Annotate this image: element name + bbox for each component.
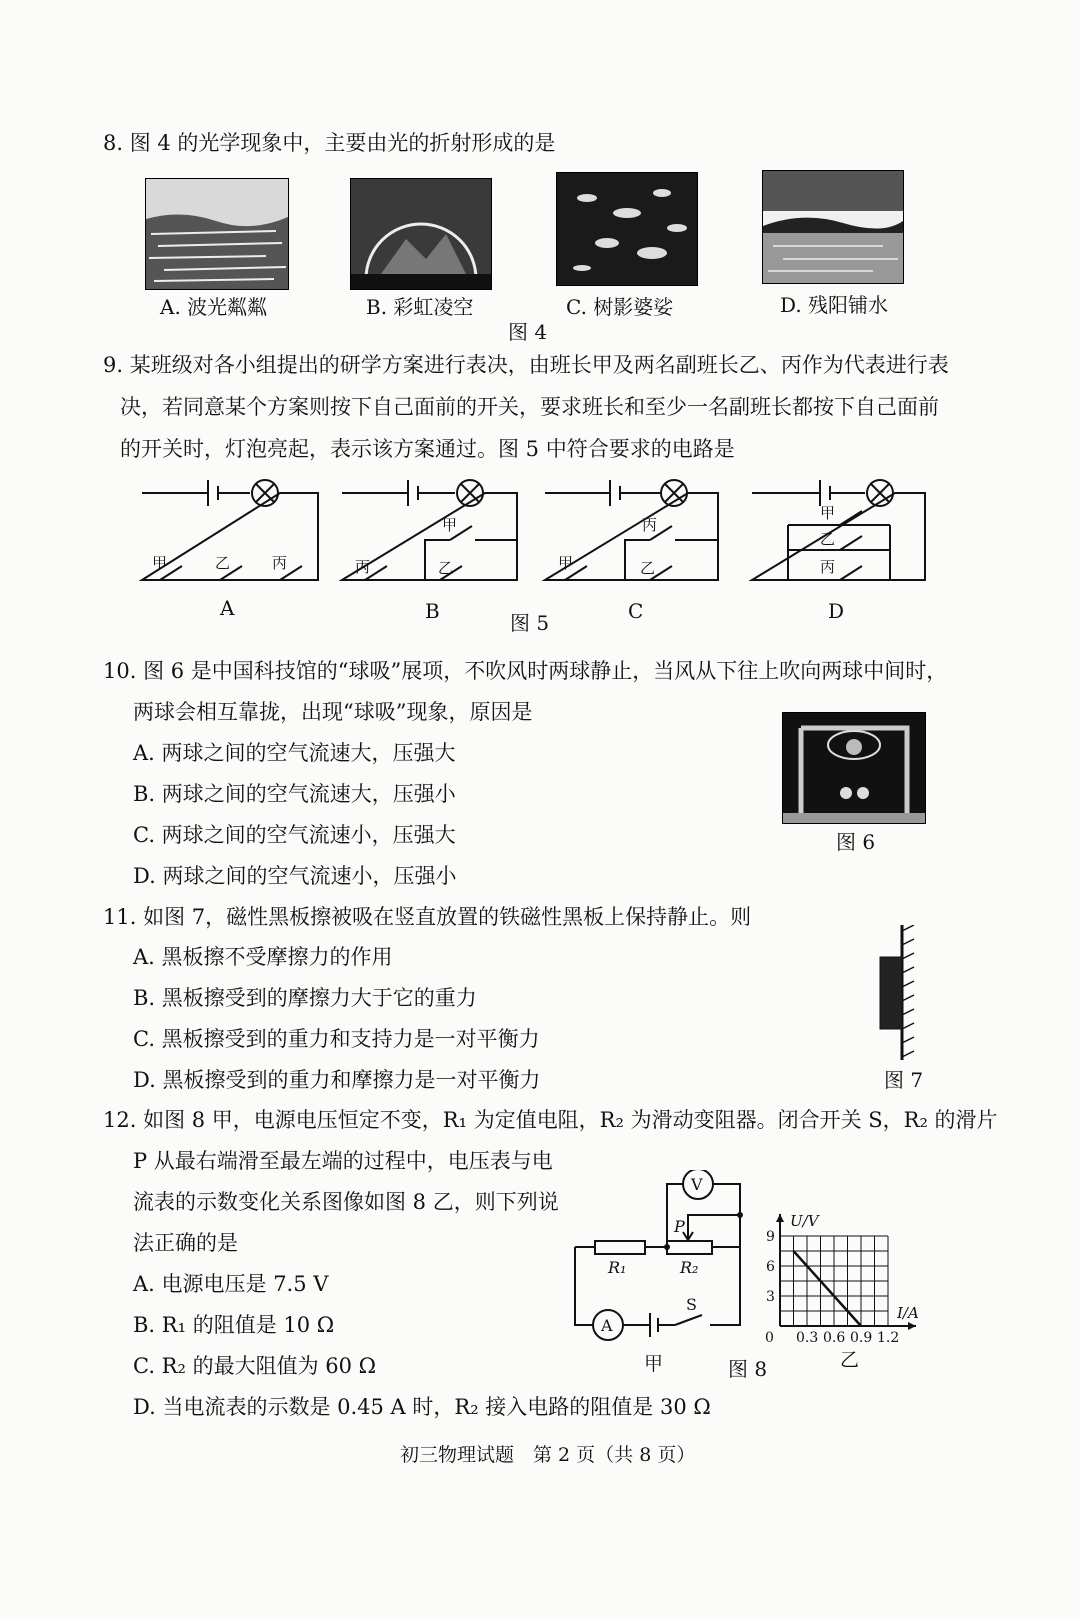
c-switch-yi: 乙 xyxy=(640,559,656,577)
a-switch-yi: 乙 xyxy=(215,554,231,572)
circuit-d-label: D xyxy=(828,599,845,623)
q11-option-a: A. 黑板擦不受摩擦力的作用 xyxy=(133,945,393,969)
d-switch-yi: 乙 xyxy=(820,530,836,548)
q8-text: 8. 图 4 的光学现象中，主要由光的折射形成的是 xyxy=(103,131,556,155)
d-switch-jia: 甲 xyxy=(820,504,836,522)
series-line xyxy=(794,1251,862,1326)
q12-option-d: D. 当电流表的示数是 0.45 A 时，R₂ 接入电路的阻值是 30 Ω xyxy=(133,1395,711,1419)
y-tick-label: 9 xyxy=(766,1229,775,1245)
x-axis-label: I/A xyxy=(897,1304,919,1322)
photo-tree-shadow xyxy=(556,172,698,286)
x-tick-label: 0.9 xyxy=(850,1330,873,1346)
origin-label: 0 xyxy=(765,1330,774,1346)
y-axis-label: U/V xyxy=(790,1212,819,1230)
q12-option-a: A. 电源电压是 7.5 V xyxy=(133,1272,329,1296)
a-switch-jia: 甲 xyxy=(152,554,168,572)
photo-ball-suction xyxy=(782,712,926,824)
x-tick-label: 0.3 xyxy=(796,1330,819,1346)
q11-option-c: C. 黑板擦受到的重力和支持力是一对平衡力 xyxy=(133,1027,540,1051)
rainbow-image xyxy=(351,179,491,289)
figure-5-circuits xyxy=(120,470,960,640)
q8-option-b: B. 彩虹凌空 xyxy=(366,295,474,319)
circuit-c-label: C xyxy=(628,599,644,623)
photo-ripples xyxy=(145,178,289,290)
q11-option-d: D. 黑板擦受到的重力和摩擦力是一对平衡力 xyxy=(133,1068,541,1092)
q12-line-1: 12. 如图 8 甲，电源电压恒定不变，R₁ 为定值电阻，R₂ 为滑动变阻器。闭合开关 S，R₂ 的滑片 xyxy=(103,1108,998,1132)
figure-6-caption: 图 6 xyxy=(836,830,876,854)
photo-rainbow xyxy=(350,178,492,290)
y-tick-label: 3 xyxy=(766,1289,775,1305)
q9-line-1: 9. 某班级对各小组提出的研学方案进行表决，由班长甲及两名副班长乙、丙作为代表进行表 xyxy=(103,353,949,377)
b-switch-jia: 甲 xyxy=(442,516,458,534)
graph-series xyxy=(794,1251,862,1326)
figure-8-caption: 图 8 xyxy=(728,1357,768,1381)
q12-line-2: P 从最右端滑至最左端的过程中，电压表与电 xyxy=(133,1149,553,1173)
c-switch-jia: 甲 xyxy=(558,554,574,572)
figure-8-circuit xyxy=(570,1170,770,1380)
r2-label: R₂ xyxy=(680,1258,699,1277)
q12-option-b: B. R₁ 的阻值是 10 Ω xyxy=(133,1313,335,1337)
q11-option-b: B. 黑板擦受到的摩擦力大于它的重力 xyxy=(133,986,477,1010)
q8-option-c: C. 树影婆娑 xyxy=(566,295,674,319)
b-switch-bing: 丙 xyxy=(355,558,371,576)
y-axis-arrow xyxy=(776,1214,784,1222)
circuit-jia-label: 甲 xyxy=(644,1353,664,1375)
q10-option-d: D. 两球之间的空气流速小，压强小 xyxy=(133,864,457,888)
q8-option-d: D. 残阳铺水 xyxy=(780,293,889,317)
figure-5-caption: 图 5 xyxy=(510,611,550,635)
page-footer: 初三物理试题 第 2 页（共 8 页） xyxy=(400,1444,696,1466)
q8-option-a: A. 波光粼粼 xyxy=(160,295,268,319)
ripples-image xyxy=(146,179,288,289)
graph-yi-label: 乙 xyxy=(840,1349,860,1371)
d-switch-bing: 丙 xyxy=(820,558,836,576)
c-switch-bing: 丙 xyxy=(642,516,658,534)
q10-option-b: B. 两球之间的空气流速大，压强小 xyxy=(133,782,456,806)
q10-line-1: 10. 图 6 是中国科技馆的“球吸”展项，不吹风时两球静止，当风从下往上吹向两球中间时， xyxy=(103,659,948,683)
r1-label: R₁ xyxy=(608,1258,627,1277)
graph-grid xyxy=(780,1236,888,1326)
slider-label: P xyxy=(674,1217,685,1236)
graph-ticks xyxy=(766,1229,899,1346)
q9-line-3: 的开关时，灯泡亮起，表示该方案通过。图 5 中符合要求的电路是 xyxy=(120,437,735,461)
ammeter-label: A xyxy=(601,1316,613,1335)
y-tick-label: 6 xyxy=(766,1259,775,1275)
figure-7-caption: 图 7 xyxy=(884,1068,924,1092)
q12-option-c: C. R₂ 的最大阻值为 60 Ω xyxy=(133,1354,377,1378)
figure-4-caption: 图 4 xyxy=(508,320,548,344)
ball-suction-image xyxy=(783,713,925,823)
q10-line-2: 两球会相互靠拢，出现“球吸”现象，原因是 xyxy=(133,700,533,724)
switch-label: S xyxy=(686,1295,697,1314)
x-tick-label: 0.6 xyxy=(823,1330,846,1346)
q12-line-4: 法正确的是 xyxy=(133,1231,238,1255)
sunset-water-image xyxy=(763,171,903,283)
graph-axes xyxy=(776,1214,916,1330)
circuit-a-label: A xyxy=(220,596,235,620)
figure-7-blackboard-eraser xyxy=(870,925,920,1063)
q10-option-a: A. 两球之间的空气流速大，压强大 xyxy=(133,741,456,765)
q12-line-3: 流表的示数变化关系图像如图 8 乙，则下列说 xyxy=(133,1190,559,1214)
b-switch-yi: 乙 xyxy=(438,559,454,577)
circuit-b-label: B xyxy=(425,599,440,623)
x-axis-arrow xyxy=(908,1322,916,1330)
figure-8-graph xyxy=(760,1208,930,1378)
x-tick-label: 1.2 xyxy=(877,1330,900,1346)
a-switch-bing: 丙 xyxy=(272,554,288,572)
q10-option-c: C. 两球之间的空气流速小，压强大 xyxy=(133,823,456,847)
voltmeter-label: V xyxy=(691,1175,703,1194)
q9-line-2: 决，若同意某个方案则按下自己面前的开关，要求班长和至少一名副班长都按下自己面前 xyxy=(120,395,939,419)
photo-sunset-water xyxy=(762,170,904,284)
tree-shadow-image xyxy=(557,173,697,285)
q11-text: 11. 如图 7，磁性黑板擦被吸在竖直放置的铁磁性黑板上保持静止。则 xyxy=(103,905,752,929)
